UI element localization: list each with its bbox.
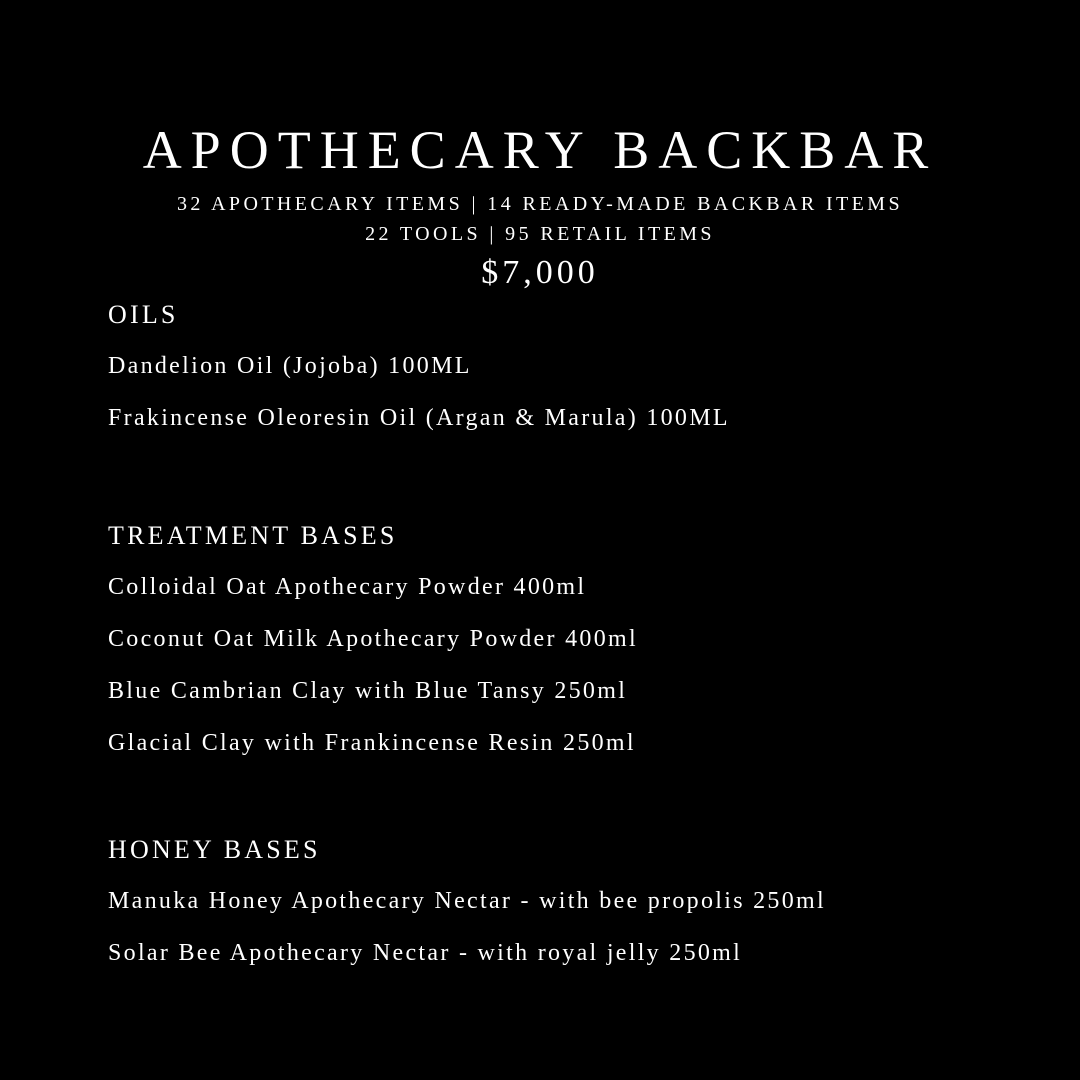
price: $7,000 xyxy=(481,254,599,291)
item-count-summary: 32 APOTHECARY ITEMS | 14 READY-MADE BACKBAR ITEMS xyxy=(176,193,903,215)
section-heading-treatment-bases: TREATMENT BASES xyxy=(108,521,398,550)
tools-retail-summary: 22 TOOLS | 95 RETAIL ITEMS xyxy=(365,223,715,245)
section-oils xyxy=(108,297,1048,451)
section-heading-oils: OILS xyxy=(108,300,179,329)
list-item: Colloidal Oat Apothecary Powder 400ml xyxy=(108,574,587,600)
section-heading-honey-bases: HONEY BASES xyxy=(108,835,321,864)
list-item: Coconut Oat Milk Apothecary Powder 400ml xyxy=(108,626,638,652)
list-item: Dandelion Oil (Jojoba) 100ML xyxy=(108,353,472,379)
list-item: Manuka Honey Apothecary Nectar - with bee propolis 250ml xyxy=(108,888,826,914)
section-treatment-bases xyxy=(108,518,1048,776)
list-item: Blue Cambrian Clay with Blue Tansy 250ml xyxy=(108,678,628,704)
list-item: Solar Bee Apothecary Nectar - with royal jelly 250ml xyxy=(108,940,743,966)
list-item: Glacial Clay with Frankincense Resin 250ml xyxy=(108,730,636,756)
section-honey-bases xyxy=(108,832,1048,986)
page-title: APOTHECARY BACKBAR xyxy=(142,120,938,180)
list-item: Frakincense Oleoresin Oil (Argan & Marula) 100ML xyxy=(108,405,730,431)
